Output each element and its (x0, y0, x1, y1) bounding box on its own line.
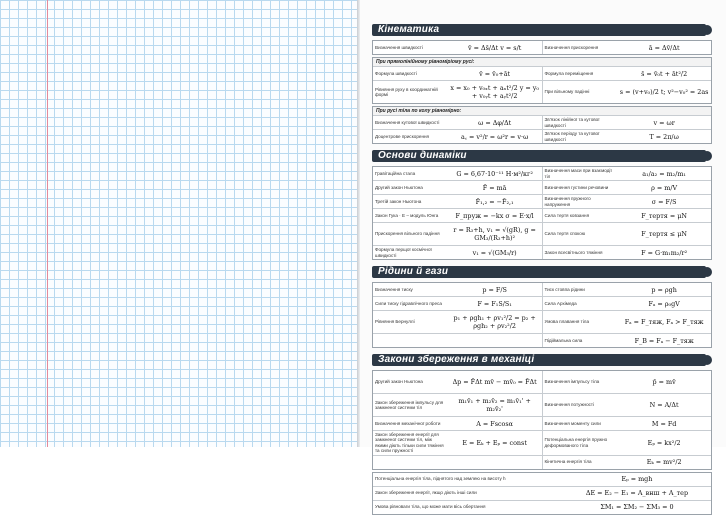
formula-cell (373, 487, 711, 500)
formula-expression (448, 340, 542, 342)
formula-cell (373, 181, 542, 194)
formula-cell (373, 431, 542, 455)
formula-expression: F = G·m₁m₂/r² (641, 248, 688, 257)
formula-expression: ω = Δφ/Δt (478, 118, 512, 127)
formula-label: Закон збереження енергії для замкненої системи тіл, між якими діють тільки сили тяжіння та сили пружності (375, 432, 444, 454)
formula-cell (373, 67, 542, 80)
formula-expression: E = Eₖ + Eₚ = const (462, 438, 527, 447)
formula-block (372, 370, 712, 470)
formula-expression: p = ρgh (651, 285, 677, 294)
formula-block (372, 282, 712, 348)
formula-label: Визначення тиску (375, 286, 413, 292)
formula-row (373, 66, 711, 80)
formula-cell (373, 116, 542, 129)
formula-cell (542, 116, 712, 129)
formula-cell (542, 371, 712, 393)
formula-label: Гравітаційна стала (375, 170, 416, 176)
formula-expression: Fₐ = F_тяж, Fₐ > F_тяж (624, 318, 704, 326)
formula-cell (373, 130, 542, 143)
formula-expression: p̄ = mv̄ (652, 378, 676, 386)
formula-label: Визначення кутової швидкості (375, 119, 440, 125)
formula-row (373, 222, 711, 245)
formula-cell (542, 81, 712, 103)
formula-cell (542, 283, 712, 296)
section-header (372, 21, 712, 38)
formula-expression: a₁/a₂ = m₂/m₁ (642, 169, 686, 178)
section-dot (702, 25, 712, 35)
formula-label: Рівняння руху в координатній формі (375, 86, 438, 97)
section-dot (702, 151, 712, 161)
formula-expression: F_тертя = μN (641, 211, 688, 220)
formula-label: Формула переміщення (544, 70, 594, 76)
formula-expression: x = x₀ + v₀ₓt + aₓt²/2 y = y₀ + v₀ᵧt + aᵧt²/2 (450, 84, 539, 100)
section-dot (702, 267, 712, 277)
formula-cell (542, 41, 712, 54)
formula-row (373, 208, 711, 222)
formula-expression: F̄ = mā (482, 183, 507, 192)
formula-cell (373, 417, 542, 430)
section-title: Кінематика (378, 24, 440, 35)
formula-label: Рівняння Бернуллі (375, 319, 415, 325)
formula-expression: F_пруж = −kx σ = E·x/l (455, 211, 534, 220)
formula-label: Сила Архімеда (544, 300, 577, 306)
formula-expression: M = Fd (651, 419, 677, 428)
section-title: Основи динаміки (378, 150, 467, 161)
formula-expression: v̄ = Δs̄/Δt v = s/t (467, 43, 522, 52)
formula-cell (373, 311, 542, 333)
formula-label: Зв'язок періоду та кутової швидкості (544, 131, 600, 142)
formula-row (373, 115, 711, 129)
formula-expression: ΔE = E₂ − E₁ = A_внш + A_тер (585, 489, 689, 498)
formula-cell (373, 41, 542, 54)
section-header (372, 263, 712, 280)
formula-block (372, 57, 712, 104)
formula-cell (542, 246, 712, 259)
formula-label: Другий закон Ньютона (375, 184, 423, 190)
formula-row (373, 486, 711, 500)
formula-label: Тиск стовпа рідини (544, 286, 585, 292)
formula-cell (373, 473, 711, 486)
formula-expression: Eₚ = kx²/2 (647, 438, 681, 447)
formula-cell (373, 167, 542, 180)
reference-page (360, 0, 726, 512)
formula-cell (373, 223, 542, 245)
formula-expression: v̄ = v̄₀+āt (479, 69, 511, 78)
formula-label: При вільному падінні (544, 89, 590, 95)
formula-expression: ΣM₁ = ΣM₂ − ΣM₃ = 0 (600, 503, 674, 512)
formula-label: Формула перщої космічної швидкості (375, 247, 432, 258)
formula-expression: ρ = m/V (651, 183, 678, 192)
formula-label: Визначення потужності (544, 402, 595, 408)
formula-cell (373, 283, 542, 296)
formula-cell (373, 456, 542, 469)
formula-expression: v₁ = √(GM₃/r) (472, 248, 517, 257)
subsection-title: При русі тіла по колу рівномірно: (373, 107, 711, 115)
formula-row (373, 245, 711, 259)
formula-row (373, 41, 711, 54)
formula-row (373, 430, 711, 455)
formula-row (373, 180, 711, 194)
formula-cell (373, 501, 711, 514)
formula-row (373, 167, 711, 180)
formula-cell (542, 67, 712, 80)
formula-cell (373, 81, 542, 103)
formula-label: Закон Гука · Е – модуль Юнга (375, 212, 439, 218)
formula-cell (542, 130, 712, 143)
formula-cell (373, 394, 542, 416)
formula-cell (542, 311, 712, 333)
formula-cell (373, 246, 542, 259)
formula-expression: A = Fscosα (476, 419, 514, 428)
formula-expression: T = 2π/ω (649, 132, 679, 141)
formula-row (373, 310, 711, 333)
formula-label: Потенціальна енергія пружно деформованого тіла (544, 437, 608, 448)
formula-expression: N = A/Δt (649, 401, 679, 409)
formula-cell (373, 297, 542, 310)
formula-expression: p₁ + ρgh₁ + ρv₁²/2 = p₂ + ρgh₂ + ρv₂²/2 (453, 314, 536, 330)
formula-label: Третій закон Ньютона (375, 198, 422, 204)
formula-row (373, 416, 711, 430)
formula-label: Формула швидкості (375, 70, 417, 76)
formula-cell (373, 195, 542, 208)
formula-label: Визначення швидкості (375, 44, 423, 50)
formula-row (373, 393, 711, 416)
formula-row (373, 129, 711, 143)
formula-label: Сила тертя спокою (544, 231, 586, 237)
formula-row (373, 296, 711, 310)
formula-expression: F = F₁S/S₁ (477, 299, 512, 308)
formula-label: Підіймальна сила (544, 337, 583, 343)
formula-expression: Δp = F̄Δt mv̄ − mv̄₀ = F̄Δt (452, 378, 537, 386)
formula-label: Доцентрове прискорення (375, 133, 430, 139)
formula-label: Кінетична енергія тіла (544, 459, 592, 465)
formula-expression: s̄ = v̄₀t + āt²/2 (641, 69, 688, 78)
formula-expression: Eₚ = mgh (621, 475, 653, 484)
formula-label: Закон збереження енергії, якщо діють інші сили (375, 490, 477, 496)
formula-cell (542, 456, 712, 469)
formula-label: Сили тиску гідравлічного преса (375, 300, 442, 306)
formula-cell (542, 431, 712, 455)
formula-cell (373, 371, 542, 393)
formula-label: Зв'язок лінійної та кутової швидкості (544, 117, 600, 128)
formula-expression: p = F/S (482, 285, 507, 294)
formula-row (373, 333, 711, 347)
formula-block (372, 40, 712, 55)
formula-cell (542, 195, 712, 208)
formula-block (372, 472, 712, 515)
formula-sheet (372, 18, 712, 515)
formula-block (372, 166, 712, 260)
formula-label: Визначення густини речовини (544, 184, 609, 190)
formula-label: Закон збереження імпульсу для замкненої системи тіл (375, 399, 444, 410)
section-dot (702, 355, 712, 365)
formula-label: Визначення пружного напруження (544, 196, 591, 207)
formula-row (373, 194, 711, 208)
formula-expression: F_B = Fₐ − F_тяж (634, 336, 694, 345)
formula-label: Визначення механічної роботи (375, 420, 441, 426)
formula-cell (373, 209, 542, 222)
formula-cell (542, 334, 712, 347)
formula-expression (448, 461, 542, 463)
formula-label: Умова плавання тіла (544, 319, 590, 325)
formula-expression: G = 6,67·10⁻¹¹ Н·м²/кг² (456, 169, 533, 178)
formula-expression: Fₐ = ρ₀gV (648, 299, 680, 308)
formula-expression: s = (v+v₀)/2 t; v²−v₀² = 2as (619, 88, 709, 96)
formula-cell (542, 167, 712, 180)
formula-expression: ā = Δv̄/Δt (648, 43, 680, 52)
formula-expression: m₁v̄₁ + m₂v̄₂ = m₁v̄₁' + m₂v̄₂' (458, 397, 531, 413)
section-title: Закони збереження в механіці (378, 354, 535, 365)
formula-label: Визначення моменту сили (544, 420, 601, 426)
formula-label: Прискорення вільного падіння (375, 231, 440, 237)
formula-label (373, 340, 448, 342)
formula-cell (373, 334, 542, 347)
subsection-title: При прямолінійному рівноміріому русі: (373, 58, 711, 66)
formula-expression: F_тертя ≤ μN (641, 230, 688, 238)
grid-paper-page (0, 0, 357, 447)
formula-label: Умова рівноваги тіла, що може мати вісь обертання (375, 504, 486, 510)
formula-expression: a꜀ = v²/r = ω²r = v·ω (460, 133, 529, 141)
formula-label: Визначення маси при взаємодії тіл (544, 168, 612, 179)
formula-row (373, 283, 711, 296)
formula-block (372, 106, 712, 144)
formula-cell (542, 209, 712, 222)
section-header (372, 351, 712, 368)
formula-expression: F̄₁,₂ = −F̄₂,₁ (475, 197, 514, 206)
section-header (372, 147, 712, 164)
formula-row (373, 500, 711, 514)
formula-label: Визначення імпульсу тіла (544, 379, 600, 385)
formula-label: Сила тертя ковзання (544, 212, 590, 218)
formula-cell (542, 181, 712, 194)
formula-row (373, 473, 711, 486)
formula-row (373, 455, 711, 469)
formula-label: Визначення прискорення (544, 44, 599, 50)
formula-expression: r = R₃+h, v₁ = √(gR), g = GM₃/(R₃+h)² (453, 226, 536, 242)
formula-label: Другий закон Ньютона (375, 379, 423, 385)
formula-expression: v = ωr (653, 118, 675, 127)
formula-row (373, 80, 711, 103)
formula-cell (542, 223, 712, 245)
formula-label (373, 461, 448, 463)
formula-label: Потенціальна енергія тіла, піднятого над землею на висоту h (375, 476, 506, 482)
formula-expression: σ = F/S (651, 197, 677, 206)
formula-row (373, 371, 711, 393)
section-title: Рідини й гази (378, 266, 449, 277)
formula-cell (542, 394, 712, 416)
formula-cell (542, 417, 712, 430)
formula-expression: Eₖ = mv²/2 (646, 458, 682, 467)
formula-cell (542, 297, 712, 310)
formula-label: Закон всесвітнього тяжіння (544, 249, 603, 255)
margin-line (47, 0, 48, 447)
